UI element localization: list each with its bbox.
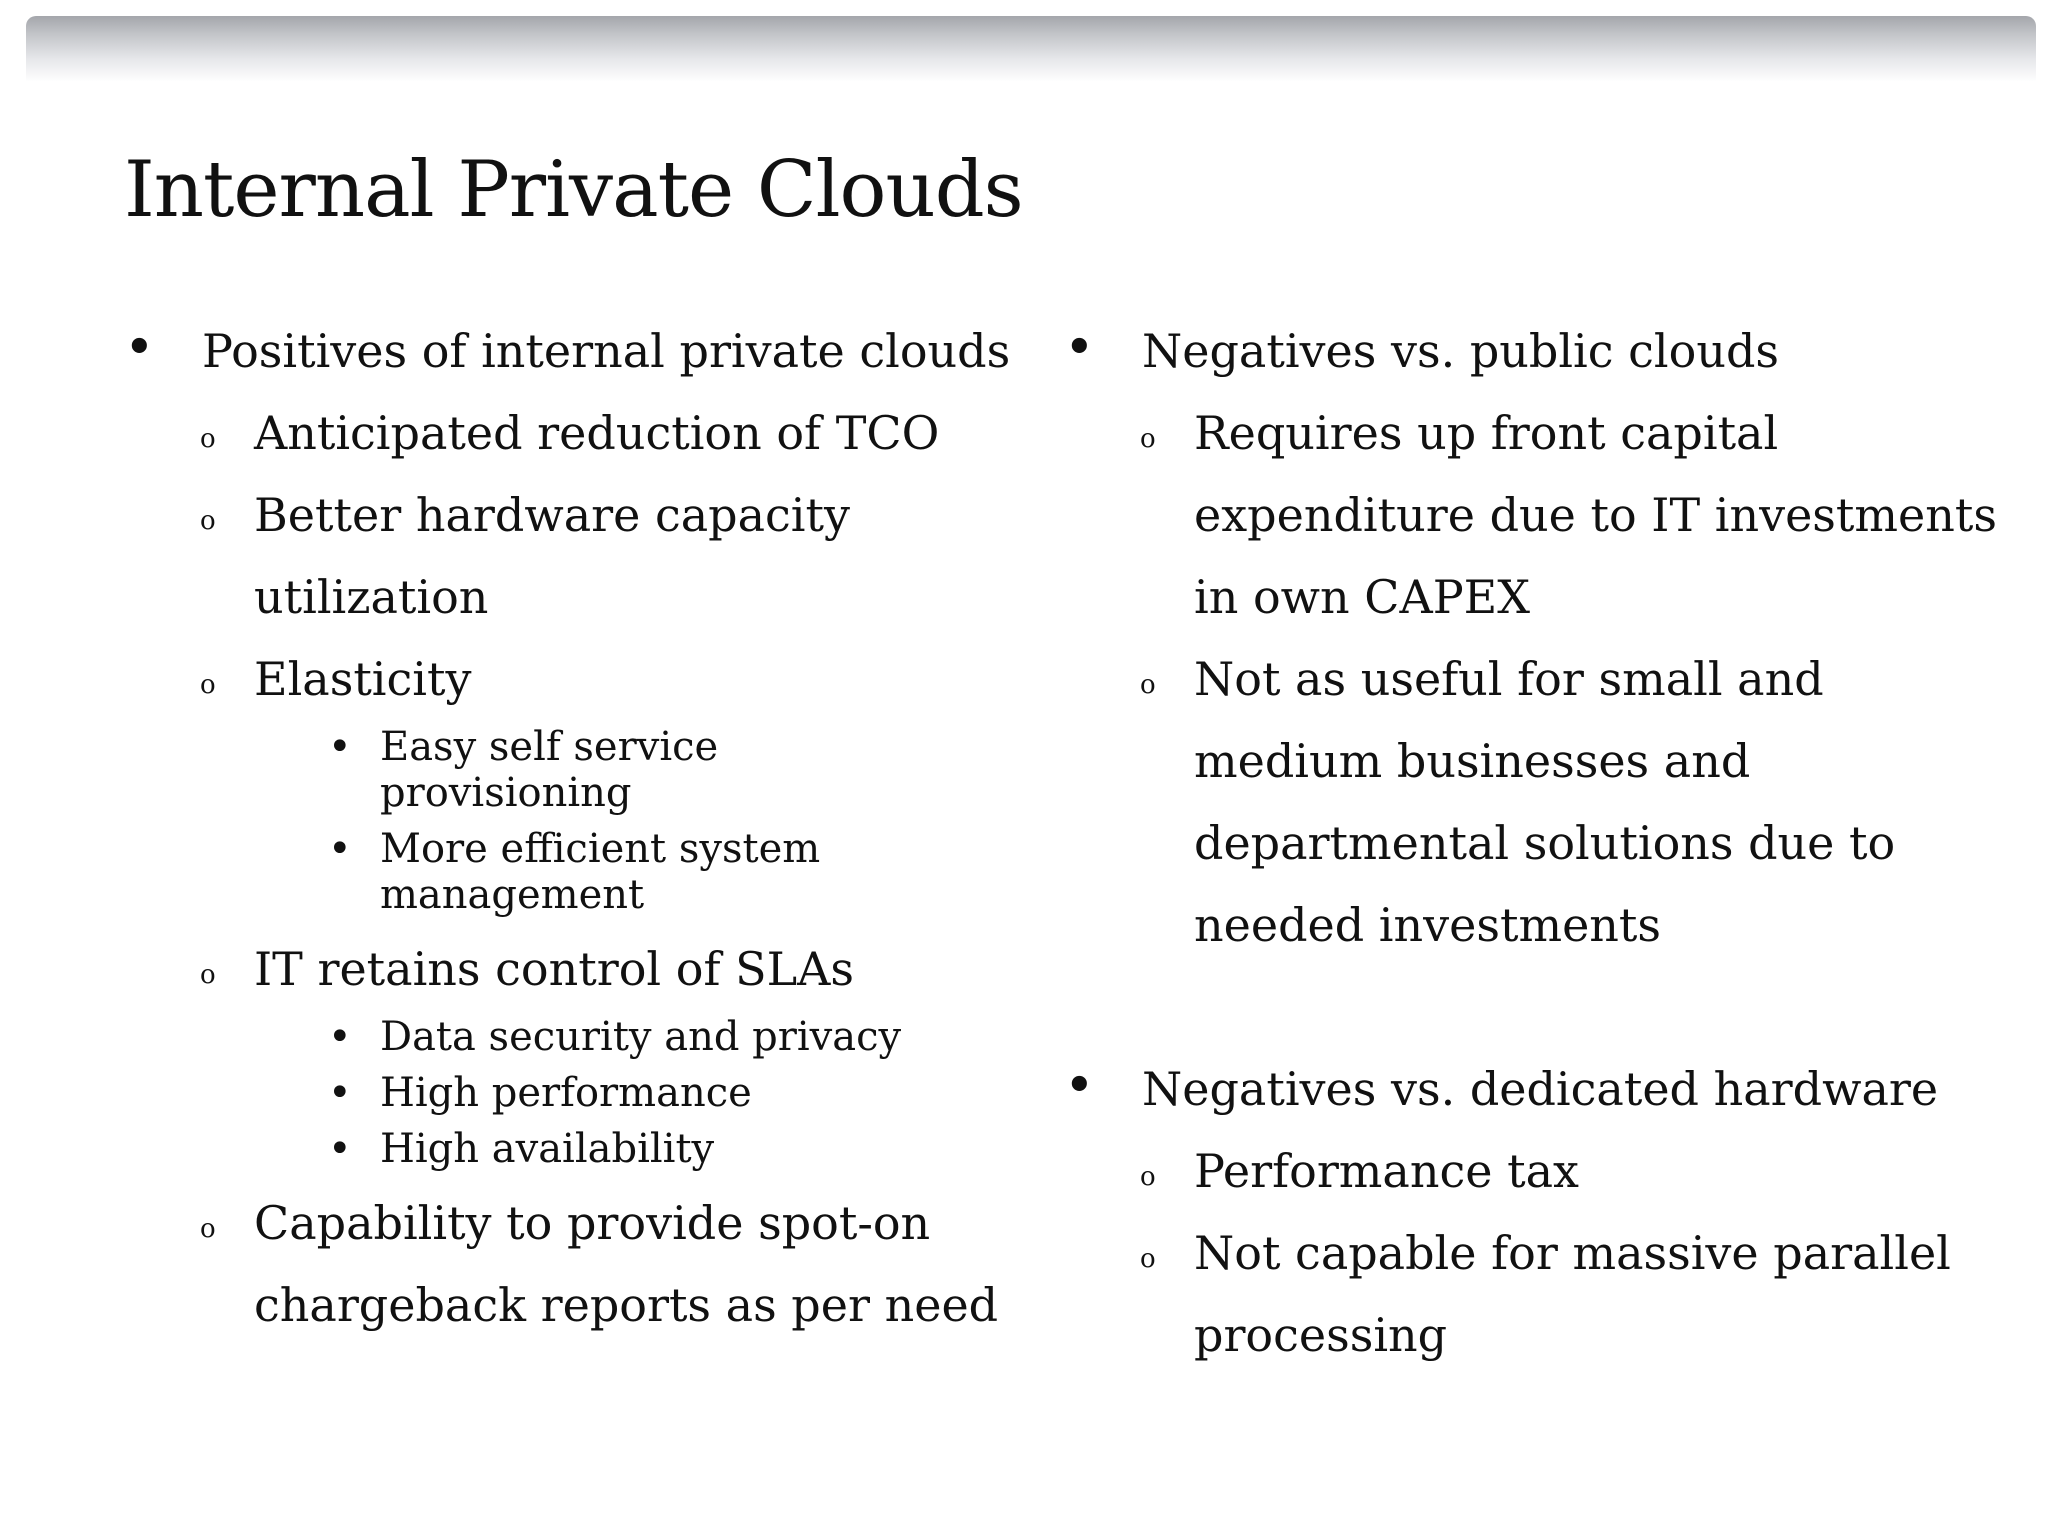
left-column: [124, 310, 1011, 1346]
sub-list: [124, 724, 974, 918]
right-column: [1064, 310, 1997, 1376]
item-line: IT retains control of SLAs: [254, 942, 854, 996]
list-item: [124, 1182, 999, 1346]
list-item: [1064, 1212, 1964, 1376]
slide-title: Internal Private Clouds: [124, 145, 1023, 235]
sub-item-line: High availability: [380, 1126, 715, 1172]
item-line: Not capable for massive parallel: [1194, 1226, 1951, 1280]
circle-bullet-icon: o: [1140, 424, 1156, 454]
circle-bullet-icon: o: [200, 506, 216, 536]
item-line: Anticipated reduction of TCO: [254, 406, 940, 460]
circle-bullet-icon: o: [200, 670, 216, 700]
sub-list-item: [124, 724, 974, 816]
bullet-heading: [1064, 1048, 1964, 1130]
bullet-icon: •: [124, 318, 155, 378]
bullet-heading: [124, 310, 1011, 392]
list-item: [1064, 1130, 1964, 1212]
item-line: utilization: [254, 570, 489, 624]
list-item: [124, 638, 974, 720]
bullet-icon: •: [328, 1014, 352, 1060]
sub-list: [124, 1014, 974, 1172]
bullet-icon: •: [328, 724, 352, 770]
item-line: needed investments: [1194, 898, 1662, 952]
sub-item-line: High performance: [380, 1070, 752, 1116]
bullet-icon: •: [1064, 318, 1095, 378]
item-line: Not as useful for small and: [1194, 652, 1824, 706]
sub-item-line: management: [380, 872, 645, 918]
sub-item-line: Data security and privacy: [380, 1014, 902, 1060]
bullet-icon: •: [1064, 1056, 1095, 1116]
sub-item-line: Easy self service provisioning: [380, 724, 719, 816]
heading-text: Negatives vs. public clouds: [1142, 324, 1779, 378]
item-line: departmental solutions due to: [1194, 816, 1896, 870]
list-item: [124, 928, 974, 1010]
item-line: Capability to provide spot-on: [254, 1196, 931, 1250]
list-item: [124, 392, 974, 474]
item-line: expenditure due to IT investments: [1194, 488, 1997, 542]
heading-text: Positives of internal private clouds: [202, 324, 1011, 378]
heading-text: Negatives vs. dedicated hardware: [1142, 1062, 1939, 1116]
circle-bullet-icon: o: [1140, 1244, 1156, 1274]
bullet-icon: •: [328, 1126, 352, 1172]
item-line: Better hardware capacity: [254, 488, 850, 542]
sub-list-item: [124, 1014, 974, 1060]
circle-bullet-icon: o: [1140, 1162, 1156, 1192]
item-line: medium businesses and: [1194, 734, 1751, 788]
circle-bullet-icon: o: [200, 960, 216, 990]
sub-list-item: [124, 826, 974, 918]
sub-list-item: [124, 1126, 974, 1172]
circle-bullet-icon: o: [200, 1214, 216, 1244]
item-line: Requires up front capital: [1194, 406, 1779, 460]
item-line: Performance tax: [1194, 1144, 1579, 1198]
bullet-icon: •: [328, 826, 352, 872]
bullet-icon: •: [328, 1070, 352, 1116]
list-item: [1064, 638, 1964, 966]
header-gradient-bar: [26, 16, 2036, 82]
item-line: chargeback reports as per need: [254, 1278, 999, 1332]
circle-bullet-icon: o: [200, 424, 216, 454]
item-line: processing: [1194, 1308, 1448, 1362]
list-item: [124, 474, 974, 638]
section-spacer: [1064, 966, 1964, 1048]
sub-list-item: [124, 1070, 974, 1116]
list-item: [1064, 392, 1997, 638]
circle-bullet-icon: o: [1140, 670, 1156, 700]
item-line: in own CAPEX: [1194, 570, 1530, 624]
bullet-heading: [1064, 310, 1964, 392]
sub-item-line: More efficient system: [380, 826, 821, 872]
item-line: Elasticity: [254, 652, 472, 706]
